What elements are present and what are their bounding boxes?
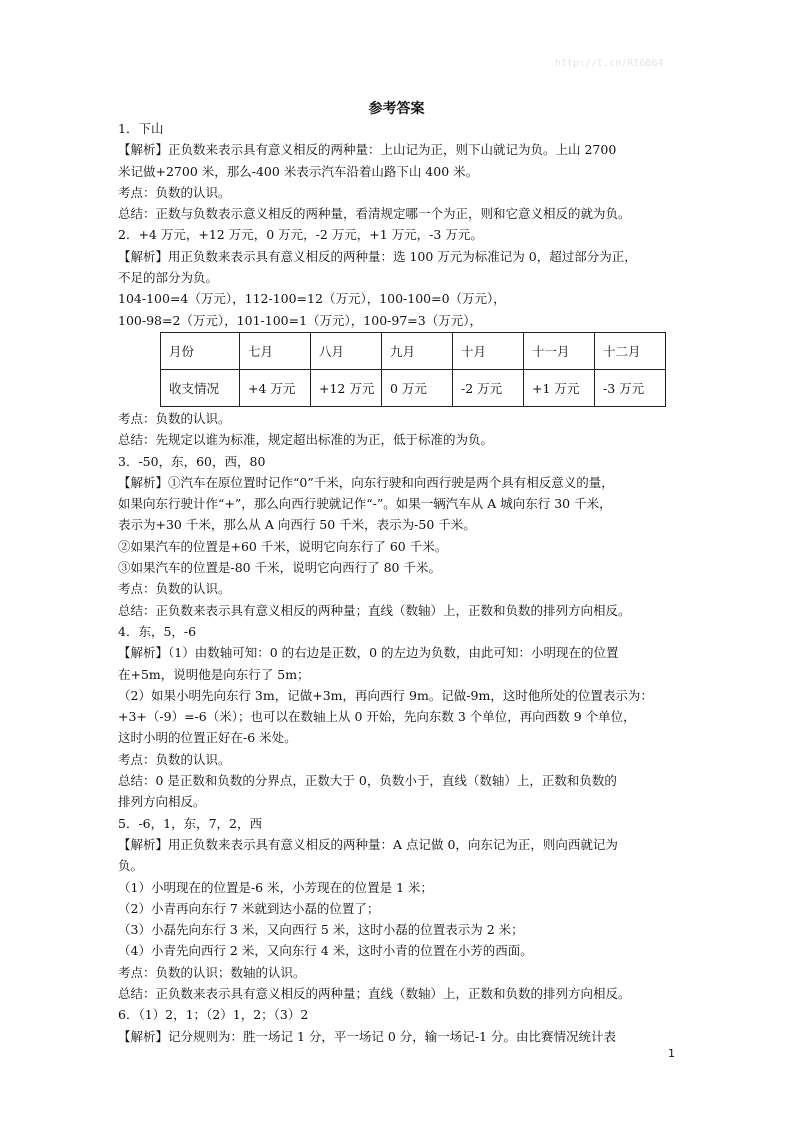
text-line: 这时小明的位置正好在-6 米处。 [118,730,297,746]
text-line: ③如果汽车的位置是-80 千米，说明它向西行了 80 千米。 [118,560,441,576]
answer-section-bottom [118,408,678,1047]
text-line: （4）小青先向西行 2 米，又向东行 4 米，这时小青的位置在小芳的西面。 [118,943,533,959]
text-line: 总结：正负数来表示具有意义相反的两种量；直线（数轴）上，正数和负数的排列方向相反。 [118,985,631,1001]
table-header-row [161,332,666,369]
text-line: 在+5m，说明他是向东行了 5m； [118,666,310,682]
text-line: 负。 [118,858,144,874]
table-cell: 十二月 [595,332,666,369]
table-cell: 0 万元 [382,369,453,406]
text-line: 排列方向相反。 [118,794,206,810]
text-line: 【解析】（1）由数轴可知：0 的右边是正数，0 的左边为负数，由此可知：小明现在的位置 [118,645,619,661]
page-number: 1 [668,1047,675,1060]
table-cell: +4 万元 [240,369,311,406]
text-line: （3）小磊先向东行 3 米，又向西行 5 米，这时小磊的位置表示为 2 米； [118,922,524,938]
watermark-url: http://t.cn/RI6B64 [555,58,664,69]
text-line: 考点：负数的认识。 [118,581,231,597]
income-table [160,332,666,407]
text-line: 考点：负数的认识；数轴的认识。 [118,964,306,980]
text-line: 2．+4 万元，+12 万元，0 万元，-2 万元，+1 万元，-3 万元。 [118,227,483,243]
table-cell: 十一月 [524,332,595,369]
text-line: 表示为+30 千米，那么从 A 向西行 50 千米，表示为-50 千米。 [118,517,476,533]
table-cell: 八月 [311,332,382,369]
table-cell: 七月 [240,332,311,369]
answer-section-top [118,118,678,331]
text-line: 104-100=4（万元），112-100=12（万元），100-100=0（万元）， [118,291,506,307]
table-cell: 九月 [382,332,453,369]
text-line: （1）小明现在的位置是-6 米，小芳现在的位置是 1 米； [118,879,434,895]
text-line: 5．-6，1，东，7，2，西 [118,815,262,831]
text-line: 考点：负数的认识。 [118,184,231,200]
text-line: 如果向东行驶计作“+”，那么向西行驶就记作“-”。如果一辆汽车从 A 城向东行 30 千米， [118,496,612,512]
table-cell: 月份 [161,332,240,369]
table-cell: -2 万元 [453,369,524,406]
text-line: 【解析】①汽车在原位置时记作“0”千米，向东行驶和向西行驶是两个具有相反意义的量， [118,474,614,490]
text-line: 总结：正数与负数表示意义相反的两种量，看清规定哪一个为正，则和它意义相反的就为负。 [118,206,631,222]
text-line: 考点：负数的认识。 [118,410,231,426]
text-line: 3．-50，东，60，西，80 [118,453,266,469]
text-line: （2）如果小明先向东行 3m，记做+3m，再向西行 9m。记做-9m，这时他所处的位置表示为： [118,687,653,703]
text-line: 6．（1）2，1；（2）1，2；（3）2 [118,1007,309,1023]
text-line: +3+（-9）=-6（米）；也可以在数轴上从 0 开始，先向东数 3 个单位，再向西数 9 个单位， [118,709,636,725]
page-title: 参考答案 [368,101,425,117]
text-line: 4．东，5，-6 [118,623,197,639]
text-line: （2）小青再向东行 7 米就到达小磊的位置了； [118,900,380,916]
text-line: 总结：0 是正数和负数的分界点，正数大于 0，负数小于，直线（数轴）上，正数和负数的 [118,773,617,789]
answer-body [118,118,678,1047]
text-line: 1．下山 [118,121,164,136]
text-line: 考点：负数的认识。 [118,751,231,767]
table-cell: +12 万元 [311,369,382,406]
text-line: 总结：先规定以谁为标准，规定超出标准的为正，低于标准的为负。 [118,432,494,448]
table-row [161,369,666,406]
text-line: 总结：正负数来表示具有意义相反的两种量；直线（数轴）上，正数和负数的排列方向相反。 [118,602,631,618]
table-cell: 十月 [453,332,524,369]
text-line: 【解析】用正负数来表示具有意义相反的两种量：选 100 万元为标准记为 0，超过部分为正， [118,248,637,264]
text-line: 米记做+2700 米，那么-400 米表示汽车沿着山路下山 400 米。 [118,163,479,179]
text-line: 【解析】用正负数来表示具有意义相反的两种量：A 点记做 0，向东记为正，则向西就记为 [118,836,618,852]
table-cell: 收支情况 [161,369,240,406]
table-cell: -3 万元 [595,369,666,406]
text-line: 不足的部分为负。 [118,270,219,286]
text-line: 100-98=2（万元），101-100=1（万元），100-97=3（万元）， [118,312,482,328]
text-line: ②如果汽车的位置是+60 千米，说明它向东行了 60 千米。 [118,538,448,554]
text-line: 【解析】正负数来表示具有意义相反的两种量：上山记为正，则下山就记为负。上山 2700 [118,142,617,158]
table-cell: +1 万元 [524,369,595,406]
text-line: 【解析】记分规则为：胜一场记 1 分，平一场记 0 分，输一场记-1 分。由比赛情况统计表 [118,1028,616,1044]
